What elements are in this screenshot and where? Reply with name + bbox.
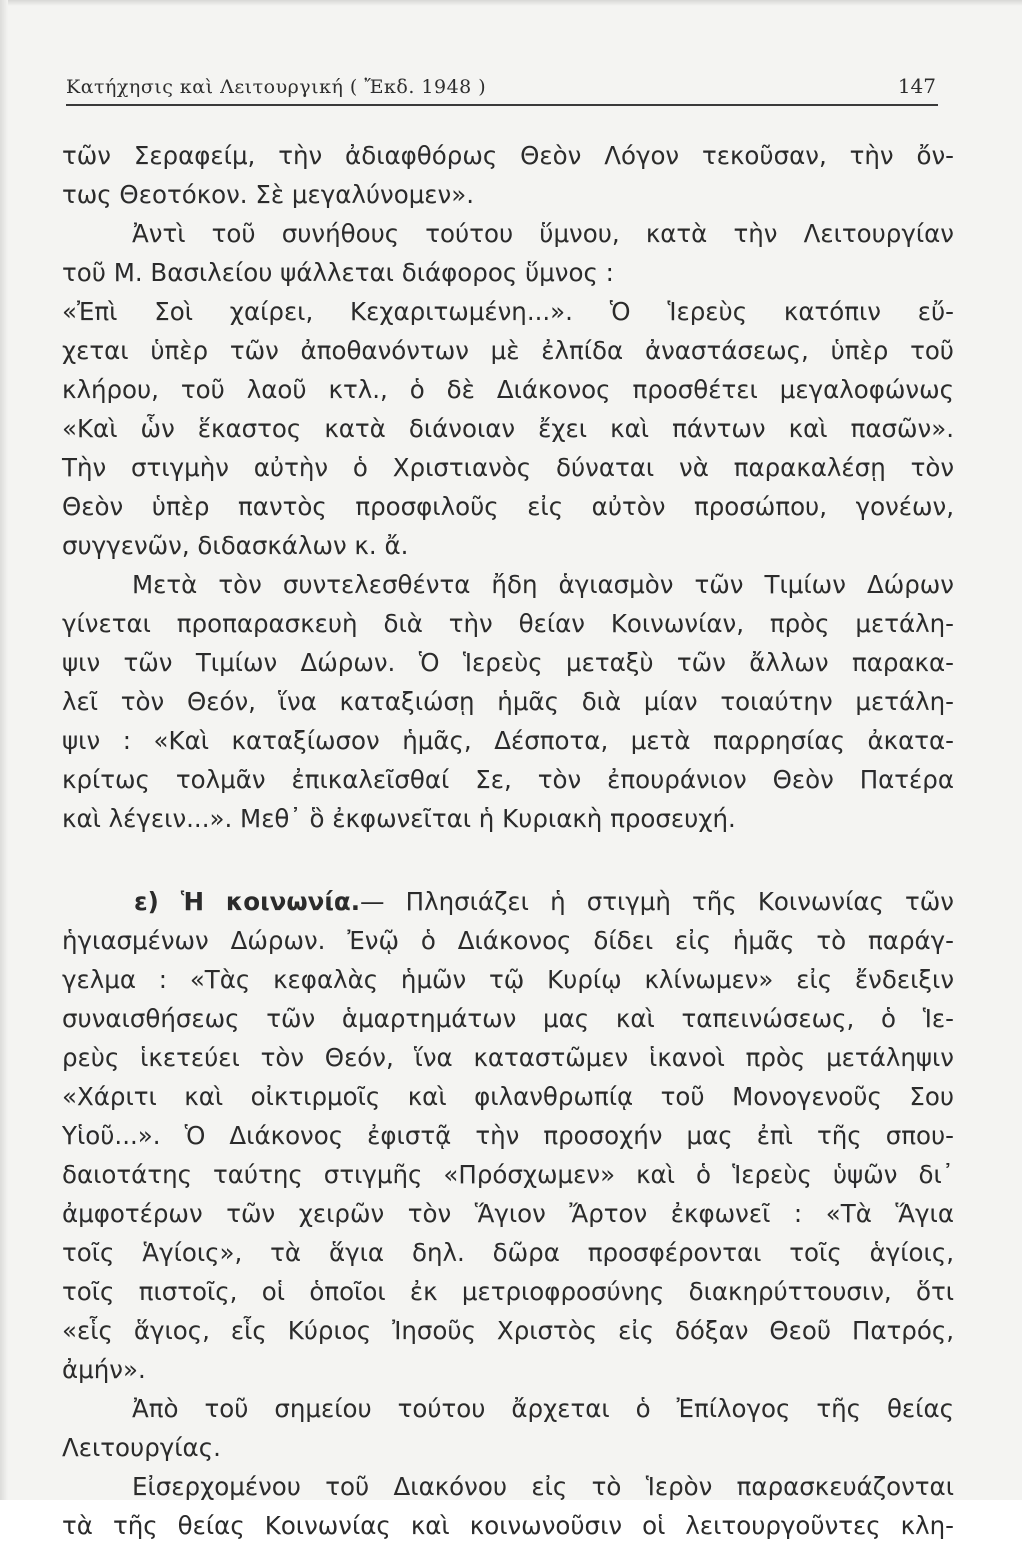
text-line: Τὴν στιγμὴν αὐτὴν ὁ Χριστιανὸς δύναται νὰ παρακαλέσῃ τὸν <box>62 453 954 482</box>
text-line: γίνεται προπαρασκευὴ διὰ τὴν θείαν Κοινωνίαν, πρὸς μετάλη- <box>62 609 954 638</box>
text-line: λεῖ τὸν Θεόν, ἵνα καταξιώσῃ ἡμᾶς διὰ μίαν τοιαύτην μετάλη- <box>62 687 954 716</box>
text-line: τῶν Σεραφείμ, τὴν ἀδιαφθόρως Θεὸν Λόγον τεκοῦσαν, τὴν ὄν- <box>62 141 954 170</box>
text-line: γελμα : «Τὰς κεφαλὰς ἡμῶν τῷ Κυρίῳ κλίνωμεν» εἰς ἔνδειξιν <box>62 965 954 994</box>
text-line: «Χάριτι καὶ οἰκτιρμοῖς καὶ φιλανθρωπίᾳ τοῦ Μονογενοῦς Σου <box>62 1082 954 1111</box>
scan-edge-left <box>0 0 8 1500</box>
text-line: τως Θεοτόκον. Σὲ μεγαλύνομεν». <box>62 180 475 209</box>
text-line: Μετὰ τὸν συντελεσθέντα ἤδη ἁγιασμὸν τῶν Τιμίων Δώρων <box>132 570 954 599</box>
text-line: Ἀντὶ τοῦ συνήθους τούτου ὕμνου, κατὰ τὴν Λειτουργίαν <box>132 219 954 248</box>
text-line: ρεὺς ἱκετεύει τὸν Θεόν, ἵνα καταστῶμεν ἱκανοὶ πρὸς μετάληψιν <box>62 1043 954 1072</box>
text-line: ἡγιασμένων Δώρων. Ἐνῷ ὁ Διάκονος δίδει εἰς ἡμᾶς τὸ παράγ- <box>62 926 954 955</box>
text-line: «Καὶ ὧν ἕκαστος κατὰ διάνοιαν ἔχει καὶ πάντων καὶ πασῶν». <box>62 414 954 443</box>
text-line: χεται ὑπὲρ τῶν ἀποθανόντων μὲ ἐλπίδα ἀναστάσεως, ὑπὲρ τοῦ <box>62 336 954 365</box>
running-title: Κατήχησις καὶ Λειτουργική ( Ἔκδ. 1948 ) <box>66 76 487 98</box>
section-rest: — Πλησιάζει ἡ στιγμὴ τῆς Κοινωνίας τῶν <box>360 887 954 916</box>
section-label: ε) Ἡ κοινωνία. <box>134 887 361 916</box>
text-line: ψιν τῶν Τιμίων Δώρων. Ὁ Ἱερεὺς μεταξὺ τῶν ἄλλων παρακα- <box>62 648 954 677</box>
text-line: Ἀπὸ τοῦ σημείου τούτου ἄρχεται ὁ Ἐπίλογος τῆς θείας <box>132 1394 954 1423</box>
text-line: ψιν : «Καὶ καταξίωσον ἡμᾶς, Δέσποτα, μετὰ παρρησίας ἀκατα- <box>62 726 954 755</box>
text-line: ἀμφοτέρων τῶν χειρῶν τὸν Ἅγιον Ἄρτον ἐκφωνεῖ : «Τὰ Ἅγια <box>62 1199 954 1228</box>
text-line: Εἰσερχομένου τοῦ Διακόνου εἰς τὸ Ἱερὸν παρασκευάζονται <box>132 1472 954 1501</box>
text-line: ἀμήν». <box>62 1355 146 1384</box>
text-line: καὶ λέγειν...». Μεθ᾽ ὃ ἐκφωνεῖται ἡ Κυριακὴ προσευχή. <box>62 804 736 833</box>
text-line: κρίτως τολμᾶν ἐπικαλεῖσθαί Σε, τὸν ἐπουράνιον Θεὸν Πατέρα <box>62 765 954 794</box>
text-line: τοῖς πιστοῖς, οἱ ὁποῖοι ἐκ μετριοφροσύνης διακηρύττουσιν, ὅτι <box>62 1277 954 1306</box>
text-line: τὰ τῆς θείας Κοινωνίας καὶ κοινωνοῦσιν οἱ λειτουργοῦντες κλη- <box>62 1511 954 1540</box>
text-line: συναισθήσεως τῶν ἁμαρτημάτων μας καὶ ταπεινώσεως, ὁ Ἱε- <box>62 1004 954 1033</box>
text-line: τοῦ Μ. Βασιλείου ψάλλεται διάφορος ὕμνος : <box>62 258 614 287</box>
text-line: κλήρου, τοῦ λαοῦ κτλ., ὁ δὲ Διάκονος προσθέτει μεγαλοφώνως <box>62 375 954 404</box>
text-line: δαιοτάτης ταύτης στιγμῆς «Πρόσχωμεν» καὶ ὁ Ἱερεὺς ὑψῶν δι᾽ <box>62 1160 954 1189</box>
scan-edge-top <box>0 0 1022 6</box>
running-header <box>66 72 938 106</box>
text-line: τοῖς Ἁγίοις», τὰ ἅγια δηλ. δῶρα προσφέρονται τοῖς ἁγίοις, <box>62 1238 954 1267</box>
page-number: 147 <box>897 74 936 98</box>
text-line: Υἱοῦ...». Ὁ Διάκονος ἐφιστᾷ τὴν προσοχήν μας ἐπὶ τῆς σπου- <box>62 1121 954 1150</box>
text-line: συγγενῶν, διδασκάλων κ. ἄ. <box>62 531 409 560</box>
text-line: Λειτουργίας. <box>62 1433 221 1462</box>
text-line: «εἷς ἅγιος, εἷς Κύριος Ἰησοῦς Χριστὸς εἰς δόξαν Θεοῦ Πατρός, <box>62 1316 954 1345</box>
section-heading-line <box>134 882 954 922</box>
text-line: Θεὸν ὑπὲρ παντὸς προσφιλοῦς εἰς αὐτὸν προσώπου, γονέων, <box>62 492 954 521</box>
text-line: «Ἐπὶ Σοὶ χαίρει, Κεχαριτωμένη...». Ὁ Ἱερεὺς κατόπιν εὔ- <box>62 297 954 326</box>
